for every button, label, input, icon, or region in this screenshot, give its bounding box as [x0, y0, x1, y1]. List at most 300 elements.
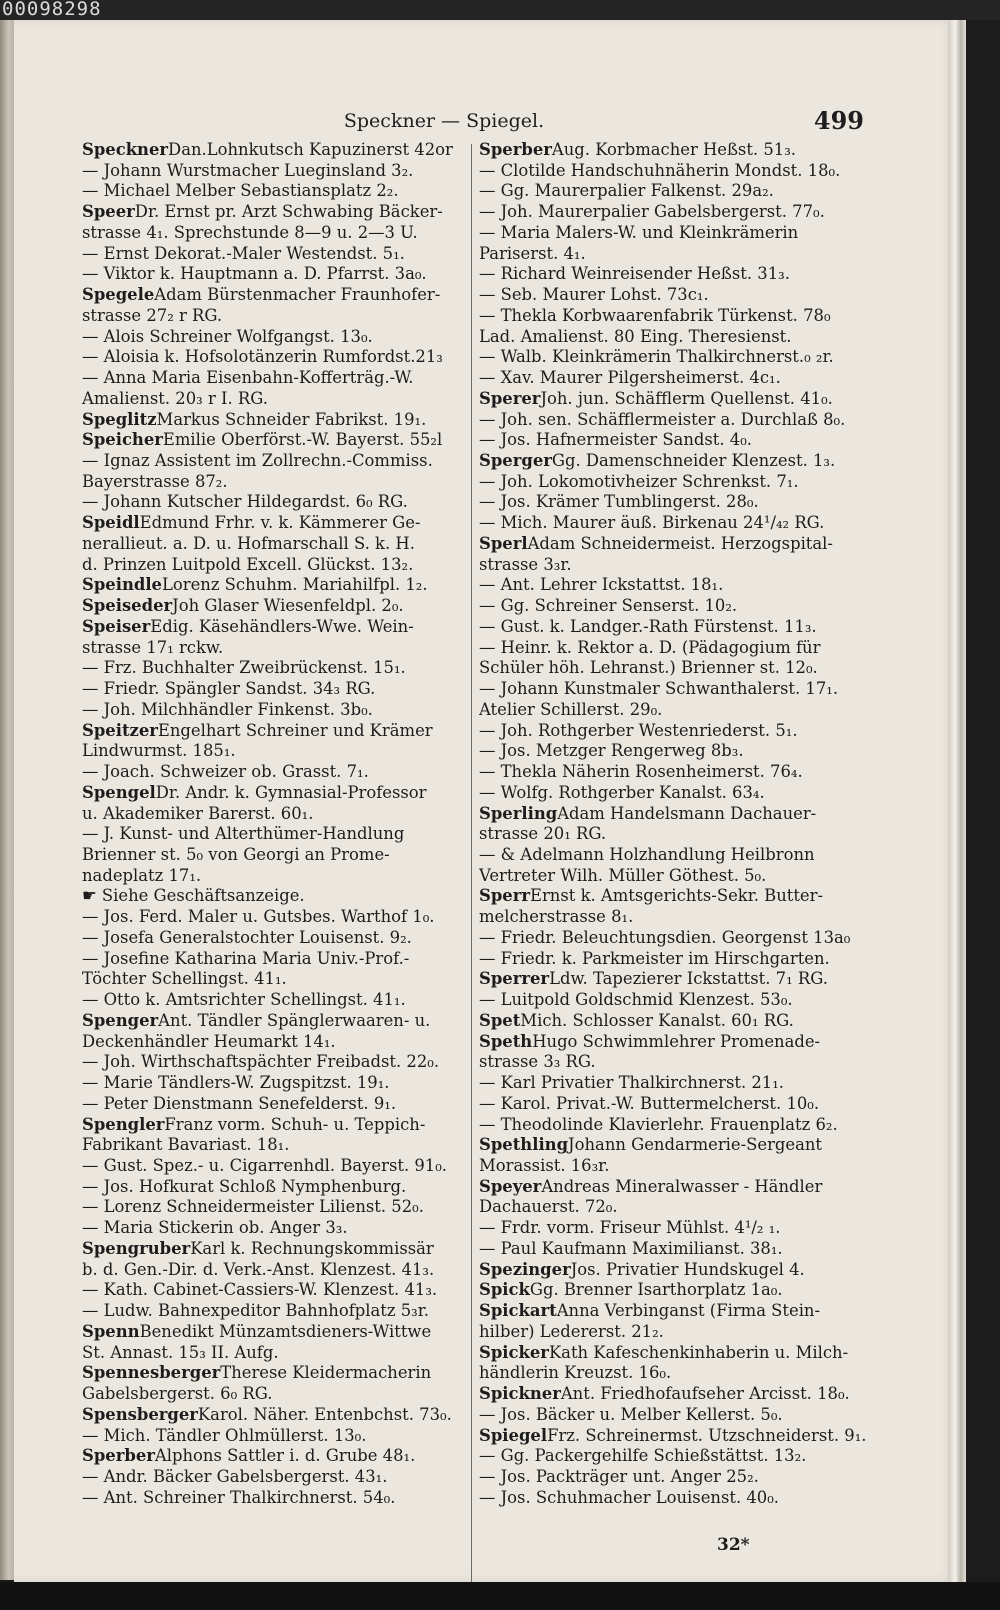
entry-surname: Spickner — [479, 1384, 561, 1404]
entry-text: Ant. Friedhofaufseher Arcisst. 18₀. — [560, 1384, 850, 1404]
entry-text: St. Annast. 15₃ II. Aufg. — [82, 1342, 279, 1362]
entry-text: — Gust. k. Landger.-Rath Fürstenst. 11₃. — [479, 616, 817, 636]
entry-text: — Jos. Ferd. Maler u. Gutsbes. Warthof 1₀. — [82, 907, 435, 927]
directory-line — [479, 264, 869, 285]
entry-surname: Sperber — [479, 140, 552, 159]
directory-line — [82, 1260, 464, 1281]
directory-line — [82, 886, 464, 907]
entry-text: Dachauerst. 72₀. — [479, 1197, 618, 1217]
directory-line — [479, 492, 869, 513]
entry-surname: Speidl — [82, 513, 140, 533]
directory-line — [479, 1260, 869, 1281]
entry-text: Ant. Tändler Spänglerwaaren- u. — [158, 1010, 431, 1030]
entry-text: — Jos. Packträger unt. Anger 25₂. — [479, 1467, 759, 1486]
entry-text: — Friedr. Spängler Sandst. 34₃ RG. — [82, 679, 376, 699]
directory-line — [82, 389, 464, 410]
directory-line — [82, 1094, 464, 1115]
scan-right-margin — [966, 20, 1000, 1582]
entry-text: — Richard Weinreisender Heßst. 31₃. — [479, 264, 790, 284]
directory-line — [479, 1467, 869, 1488]
directory-line — [479, 1032, 869, 1053]
entry-text: Joh. jun. Schäfflerm Quellenst. 41₀. — [540, 388, 833, 408]
entry-text: — Joh. Lokomotivheizer Schrenkst. 7₁. — [479, 471, 799, 491]
entry-text: — Ant. Schreiner Thalkirchnerst. 54₀. — [82, 1487, 396, 1507]
entry-text: Aug. Korbmacher Heßst. 51₃. — [551, 140, 796, 159]
entry-text: — Mich. Tändler Ohlmüllerst. 13₀. — [82, 1425, 367, 1445]
entry-text: Emilie Oberförst.-W. Bayerst. 55₂l — [162, 430, 443, 450]
directory-line — [479, 1426, 869, 1447]
directory-line — [82, 410, 464, 431]
entry-text: — Gg. Packergehilfe Schießstättst. 13₂. — [479, 1446, 807, 1466]
signature-mark: 32* — [717, 1535, 750, 1555]
directory-line — [82, 492, 464, 513]
entry-text: Gg. Damenschneider Klenzest. 1₃. — [551, 451, 836, 471]
entry-text: Bayerstrasse 87₂. — [82, 471, 228, 491]
scan-bottom-strip — [0, 1582, 1000, 1610]
directory-line — [479, 1218, 869, 1239]
book-page — [14, 20, 964, 1582]
directory-line — [479, 1488, 869, 1509]
entry-surname: Spegele — [82, 285, 155, 305]
directory-line — [479, 451, 869, 472]
directory-line — [82, 1405, 464, 1426]
directory-line — [82, 762, 464, 783]
directory-line — [479, 679, 869, 700]
entry-text: — Frdr. vorm. Friseur Mühlst. 4¹/₂ ₁. — [479, 1218, 781, 1238]
directory-line — [479, 658, 869, 679]
entry-text: — Ludw. Bahnexpeditor Bahnhofplatz 5₃r. — [82, 1301, 429, 1321]
entry-surname: Spengruber — [82, 1238, 191, 1258]
entry-text: Pariserst. 4₁. — [479, 243, 586, 263]
entry-text: Fabrikant Bavariast. 18₁. — [82, 1135, 290, 1155]
directory-line — [82, 1384, 464, 1405]
entry-text: — Jos. Hafnermeister Sandst. 4₀. — [479, 430, 752, 450]
entry-text: — Maria Malers-W. und Kleinkrämerin — [479, 222, 799, 242]
directory-line — [479, 596, 869, 617]
entry-text: Frz. Schreinermst. Utzschneiderst. 9₁. — [547, 1425, 867, 1445]
directory-line — [479, 513, 869, 534]
entry-text: — Joach. Schweizer ob. Grasst. 7₁. — [82, 762, 369, 782]
entry-text: strasse 17₁ rckw. — [82, 637, 224, 657]
directory-line — [479, 1094, 869, 1115]
entry-text: — Gg. Maurerpalier Falkenst. 29a₂. — [479, 181, 774, 201]
directory-line — [479, 347, 869, 368]
directory-line — [82, 306, 464, 327]
directory-line — [479, 804, 869, 825]
directory-line — [82, 1239, 464, 1260]
entry-text: Atelier Schillerst. 29₀. — [479, 699, 663, 719]
directory-line — [82, 244, 464, 265]
entry-text: Deckenhändler Heumarkt 14₁. — [82, 1031, 336, 1051]
directory-line — [479, 285, 869, 306]
entry-text: b. d. Gen.-Dir. d. Verk.-Anst. Klenzest. 41₃. — [82, 1259, 435, 1279]
entry-text: nadeplatz 17₁. — [82, 865, 202, 885]
entry-text: — Maria Stickerin ob. Anger 3₃. — [82, 1218, 348, 1238]
running-head: Speckner — Spiegel. — [343, 110, 545, 132]
entry-text: — Kath. Cabinet-Cassiers-W. Klenzest. 41₃. — [82, 1280, 438, 1300]
entry-text: strasse 4₁. Sprechstunde 8—9 u. 2—3 U. — [82, 222, 418, 242]
directory-line — [82, 1197, 464, 1218]
directory-line — [479, 1343, 869, 1364]
right-column — [479, 140, 869, 1590]
entry-text: Vertreter Wilh. Müller Göthest. 5₀. — [479, 865, 767, 885]
directory-line — [82, 1115, 464, 1136]
directory-line — [82, 596, 464, 617]
entry-text: Ernst k. Amtsgerichts-Sekr. Butter- — [530, 886, 823, 906]
directory-line — [479, 1384, 869, 1405]
directory-line — [479, 1446, 869, 1467]
entry-text: hilber) Ledererst. 21₂. — [479, 1321, 664, 1341]
directory-line — [82, 1011, 464, 1032]
entry-text: — Frz. Buchhalter Zweibrückenst. 15₁. — [82, 658, 406, 678]
entry-surname: Sperr — [479, 886, 530, 906]
directory-line — [82, 1301, 464, 1322]
entry-text: Adam Schneidermeist. Herzogspital- — [527, 533, 833, 553]
directory-line — [82, 824, 464, 845]
directory-line — [479, 161, 869, 182]
directory-line — [82, 368, 464, 389]
entry-surname: Speglitz — [82, 409, 157, 429]
entry-text: — Karol. Privat.-W. Buttermelcherst. 10₀. — [479, 1093, 820, 1113]
directory-line — [82, 969, 464, 990]
entry-surname: Spethling — [479, 1135, 569, 1155]
directory-line — [82, 638, 464, 659]
entry-text: — Michael Melber Sebastiansplatz 2₂. — [82, 181, 399, 201]
entry-surname: Spiegel — [479, 1425, 548, 1445]
directory-line — [82, 1073, 464, 1094]
directory-line — [82, 1426, 464, 1447]
directory-line — [479, 617, 869, 638]
directory-line — [479, 907, 869, 928]
entry-text: — Andr. Bäcker Gabelsbergerst. 43₁. — [82, 1467, 388, 1486]
directory-line — [479, 223, 869, 244]
entry-surname: Sperl — [479, 533, 528, 553]
directory-line — [82, 866, 464, 887]
directory-line — [82, 1488, 464, 1509]
directory-line — [479, 1405, 869, 1426]
directory-line — [479, 1363, 869, 1384]
directory-line — [82, 928, 464, 949]
directory-line — [479, 990, 869, 1011]
entry-text: — Mich. Maurer äuß. Birkenau 24¹/₄₂ RG. — [479, 513, 825, 533]
directory-line — [479, 949, 869, 970]
directory-line — [82, 658, 464, 679]
entry-text: Jos. Privatier Hundskugel 4. — [570, 1259, 805, 1279]
directory-line — [82, 451, 464, 472]
entry-text: — Johann Kutscher Hildegardst. 6₀ RG. — [82, 492, 408, 512]
directory-line — [479, 202, 869, 223]
entry-text: — Walb. Kleinkrämerin Thalkirchnerst.₀ ₂r. — [479, 347, 834, 367]
directory-line — [479, 181, 869, 202]
directory-line — [82, 845, 464, 866]
directory-line — [82, 1218, 464, 1239]
directory-line — [479, 721, 869, 742]
directory-line — [479, 430, 869, 451]
directory-line — [479, 1011, 869, 1032]
entry-surname: Sperber — [82, 1446, 155, 1466]
entry-text: — Thekla Korbwaarenfabrik Türkenst. 78₀ — [479, 305, 831, 325]
entry-surname: Spensberger — [82, 1404, 198, 1424]
entry-text: — Karl Privatier Thalkirchnerst. 21₁. — [479, 1073, 785, 1093]
entry-text: Anna Verbinganst (Firma Stein- — [556, 1301, 821, 1321]
entry-surname: Spennesberger — [82, 1363, 221, 1383]
directory-line — [82, 783, 464, 804]
entry-text: strasse 27₂ r RG. — [82, 305, 223, 325]
directory-line — [82, 721, 464, 742]
directory-line — [82, 534, 464, 555]
directory-line — [82, 1156, 464, 1177]
entry-text: — Friedr. Beleuchtungsdien. Georgenst 13a₀ — [479, 927, 851, 947]
directory-line — [82, 1052, 464, 1073]
directory-line — [479, 1239, 869, 1260]
entry-text: — Gust. Spez.- u. Cigarrenhdl. Bayerst. 91₀. — [82, 1155, 448, 1175]
entry-surname: Sperling — [479, 803, 558, 823]
directory-line — [82, 472, 464, 493]
entry-surname: Speiseder — [82, 596, 173, 616]
entry-text: Joh Glaser Wiesenfeldpl. 2₀. — [172, 596, 404, 616]
entry-text: — Clotilde Handschuhnäherin Mondst. 18₀. — [479, 160, 841, 180]
entry-surname: Spezinger — [479, 1259, 571, 1279]
directory-line — [479, 700, 869, 721]
directory-line — [479, 389, 869, 410]
directory-line — [479, 886, 869, 907]
entry-text: — Paul Kaufmann Maximilianst. 38₁. — [479, 1238, 783, 1258]
entry-text: Alphons Sattler i. d. Grube 48₁. — [154, 1446, 416, 1466]
entry-text: ☛ Siehe Geschäftsanzeige. — [82, 886, 305, 906]
entry-text: Edig. Käsehändlers-Wwe. Wein- — [150, 616, 414, 636]
directory-line — [479, 741, 869, 762]
entry-text: — Anna Maria Eisenbahn-Kofferträg.-W. — [82, 368, 414, 388]
left-column — [82, 140, 464, 1590]
entry-text: Lorenz Schuhm. Mariahilfpl. 1₂. — [161, 575, 428, 595]
directory-line — [479, 410, 869, 431]
entry-text: u. Akademiker Barerst. 60₁. — [82, 803, 314, 823]
entry-text: händlerin Kreuzst. 16₀. — [479, 1363, 672, 1383]
directory-line — [82, 1363, 464, 1384]
directory-line — [479, 845, 869, 866]
entry-text: — Johann Kunstmaler Schwanthalerst. 17₁. — [479, 679, 839, 699]
directory-line — [82, 1446, 464, 1467]
entry-surname: Spicker — [479, 1342, 549, 1362]
entry-text: Brienner st. 5₀ von Georgi an Prome- — [82, 844, 390, 864]
directory-line — [82, 181, 464, 202]
directory-line — [479, 1156, 869, 1177]
entry-text: — Joh. Rothgerber Westenriederst. 5₁. — [479, 720, 798, 740]
entry-text: — Joh. Wirthschaftspächter Freibadst. 22₀. — [82, 1052, 440, 1072]
entry-text: — Joh. Maurerpalier Gabelsbergerst. 77₀. — [479, 202, 825, 222]
entry-text: Adam Handelsmann Dachauer- — [557, 803, 817, 823]
directory-line — [479, 783, 869, 804]
entry-text: — Lorenz Schneidermeister Lilienst. 52₀. — [82, 1197, 424, 1217]
entry-text: — Alois Schreiner Wolfgangst. 13₀. — [82, 326, 373, 346]
directory-line — [479, 244, 869, 265]
entry-text: — Jos. Krämer Tumblingerst. 28₀. — [479, 492, 759, 512]
directory-line — [82, 202, 464, 223]
entry-text: Adam Bürstenmacher Fraunhofer- — [154, 285, 441, 305]
entry-text: — Friedr. k. Parkmeister im Hirschgarten. — [479, 948, 830, 968]
entry-text: nerallieut. a. D. u. Hofmarschall S. k. H. — [82, 533, 415, 553]
entry-text: — Heinr. k. Rektor a. D. (Pädagogium für — [479, 637, 821, 657]
entry-text: — Otto k. Amtsrichter Schellingst. 41₁. — [82, 990, 406, 1010]
directory-line — [82, 617, 464, 638]
entry-text: Markus Schneider Fabrikst. 19₁. — [156, 409, 427, 429]
facing-page-edge — [0, 20, 14, 1580]
entry-surname: Spickart — [479, 1301, 557, 1321]
directory-line — [82, 223, 464, 244]
entry-surname: Speiser — [82, 616, 151, 636]
entry-text: — Ignaz Assistent im Zollrechn.-Commiss. — [82, 451, 433, 471]
directory-line — [82, 1177, 464, 1198]
directory-line — [82, 575, 464, 596]
entry-text: — Seb. Maurer Lohst. 73c₁. — [479, 285, 709, 305]
entry-surname: Spick — [479, 1280, 530, 1300]
directory-line — [479, 555, 869, 576]
directory-line — [479, 1280, 869, 1301]
directory-line — [82, 700, 464, 721]
entry-text: strasse 3₃r. — [479, 554, 572, 574]
entry-text: Dan.Lohnkutsch Kapuzinerst 42or — [168, 140, 453, 159]
directory-line — [479, 638, 869, 659]
directory-line — [82, 1280, 464, 1301]
entry-text: — Theodolinde Klavierlehr. Frauenplatz 6₂. — [479, 1114, 838, 1134]
directory-line — [479, 762, 869, 783]
directory-line — [82, 741, 464, 762]
directory-line — [82, 161, 464, 182]
directory-line — [82, 949, 464, 970]
entry-text: — Jos. Hofkurat Schloß Nymphenburg. — [82, 1176, 407, 1196]
entry-text: Dr. Andr. k. Gymnasial-Professor — [155, 782, 427, 802]
directory-line — [82, 347, 464, 368]
entry-surname: Speicher — [82, 430, 163, 450]
directory-line — [82, 907, 464, 928]
directory-line — [479, 472, 869, 493]
directory-line — [479, 1177, 869, 1198]
scan-top-strip — [0, 0, 1000, 22]
directory-line — [82, 990, 464, 1011]
entry-text: — Jos. Metzger Rengerweg 8b₃. — [479, 741, 744, 761]
entry-text: — Joh. sen. Schäfflermeister a. Durchlaß 8₀. — [479, 409, 846, 429]
entry-text: — Marie Tändlers-W. Zugspitzst. 19₁. — [82, 1073, 390, 1093]
entry-text: Gg. Brenner Isarthorplatz 1a₀. — [529, 1280, 783, 1300]
entry-text: — Jos. Schuhmacher Louisenst. 40₀. — [479, 1487, 780, 1507]
entry-text: Karol. Näher. Entenbchst. 73₀. — [197, 1404, 452, 1424]
directory-line — [82, 1135, 464, 1156]
directory-line — [479, 306, 869, 327]
entry-text: Mich. Schlosser Kanalst. 60₁ RG. — [520, 1010, 794, 1030]
entry-text: Andreas Mineralwasser - Händler — [541, 1176, 823, 1196]
entry-text: Töchter Schellingst. 41₁. — [82, 969, 287, 989]
directory-line — [479, 1052, 869, 1073]
entry-text: Edmund Frhr. v. k. Kämmerer Ge- — [139, 513, 421, 533]
entry-surname: Spenger — [82, 1010, 159, 1030]
directory-line — [82, 285, 464, 306]
page-fore-edge — [948, 20, 966, 1582]
entry-surname: Sperger — [479, 451, 552, 471]
column-divider — [471, 144, 472, 1584]
entry-text: Lindwurmst. 185₁. — [82, 741, 236, 761]
entry-text: — & Adelmann Holzhandlung Heilbronn — [479, 844, 815, 864]
directory-line — [479, 928, 869, 949]
directory-line — [82, 1343, 464, 1364]
entry-text: Benedikt Münzamtsdieners-Wittwe — [139, 1321, 432, 1341]
entry-text: — Josefine Katharina Maria Univ.-Prof.- — [82, 948, 410, 968]
entry-text: Franz vorm. Schuh- u. Teppich- — [164, 1114, 426, 1134]
entry-text: — Luitpold Goldschmid Klenzest. 53₀. — [479, 990, 793, 1010]
directory-line — [82, 264, 464, 285]
entry-text: Therese Kleidermacherin — [220, 1363, 432, 1383]
scan-id: 00098298 — [2, 0, 102, 20]
entry-surname: Spengler — [82, 1114, 165, 1134]
entry-surname: Spenn — [82, 1321, 140, 1341]
directory-line — [82, 1032, 464, 1053]
entry-text: — Josefa Generalstochter Louisenst. 9₂. — [82, 927, 412, 947]
directory-line — [82, 430, 464, 451]
entry-text: Amalienst. 20₃ r I. RG. — [82, 388, 268, 408]
directory-line — [82, 1467, 464, 1488]
directory-line — [479, 866, 869, 887]
directory-line — [82, 555, 464, 576]
directory-line — [479, 1301, 869, 1322]
entry-text: Gabelsbergerst. 6₀ RG. — [82, 1384, 273, 1404]
directory-line — [479, 1322, 869, 1343]
entry-text: Engelhart Schreiner und Krämer — [157, 720, 433, 740]
directory-line — [82, 513, 464, 534]
directory-line — [479, 534, 869, 555]
entry-text: Hugo Schwimmlehrer Promenade- — [532, 1031, 821, 1051]
entry-text: — J. Kunst- und Alterthümer-Handlung — [82, 824, 405, 844]
directory-line — [82, 140, 464, 161]
entry-surname: Speer — [82, 202, 135, 222]
entry-surname: Spengel — [82, 782, 156, 802]
entry-text: — Wolfg. Rothgerber Kanalst. 63₄. — [479, 782, 765, 802]
directory-line — [82, 1322, 464, 1343]
directory-line — [82, 327, 464, 348]
entry-text: Lad. Amalienst. 80 Eing. Theresienst. — [479, 326, 792, 346]
entry-text: strasse 20₁ RG. — [479, 824, 607, 844]
entry-text: Dr. Ernst pr. Arzt Schwabing Bäcker- — [134, 202, 443, 222]
entry-text: — Jos. Bäcker u. Melber Kellerst. 5₀. — [479, 1404, 783, 1424]
entry-text: — Ernst Dekorat.-Maler Westendst. 5₁. — [82, 243, 405, 263]
page-header — [14, 106, 978, 140]
directory-line — [479, 327, 869, 348]
entry-surname: Speyer — [479, 1176, 542, 1196]
entry-text: — Thekla Näherin Rosenheimerst. 76₄. — [479, 762, 803, 782]
entry-text: Schüler höh. Lehranst.) Brienner st. 12₀. — [479, 658, 818, 678]
entry-text: Morassist. 16₃r. — [479, 1155, 610, 1175]
directory-line — [82, 679, 464, 700]
entry-text: melcherstrasse 8₁. — [479, 907, 634, 927]
entry-text: — Ant. Lehrer Ickstattst. 18₁. — [479, 575, 724, 595]
entry-text: — Aloisia k. Hofsolotänzerin Rumfordst.21₃ — [82, 347, 443, 367]
entry-surname: Sperer — [479, 388, 541, 408]
directory-line — [479, 575, 869, 596]
entry-surname: Spet — [479, 1010, 521, 1030]
directory-line — [479, 969, 869, 990]
directory-line — [479, 1197, 869, 1218]
page-number: 499 — [813, 106, 864, 135]
entry-text: — Gg. Schreiner Senserst. 10₂. — [479, 596, 738, 616]
entry-text: Johann Gendarmerie-Sergeant — [568, 1135, 823, 1155]
entry-text: Karl k. Rechnungskommissär — [190, 1238, 434, 1258]
entry-surname: Speindle — [82, 575, 162, 595]
entry-text: strasse 3₃ RG. — [479, 1052, 596, 1072]
directory-line — [479, 368, 869, 389]
entry-surname: Speitzer — [82, 720, 158, 740]
entry-text: Kath Kafeschenkinhaberin u. Milch- — [548, 1342, 849, 1362]
directory-line — [479, 824, 869, 845]
directory-line — [82, 804, 464, 825]
entry-text: d. Prinzen Luitpold Excell. Glückst. 13₂. — [82, 554, 414, 574]
